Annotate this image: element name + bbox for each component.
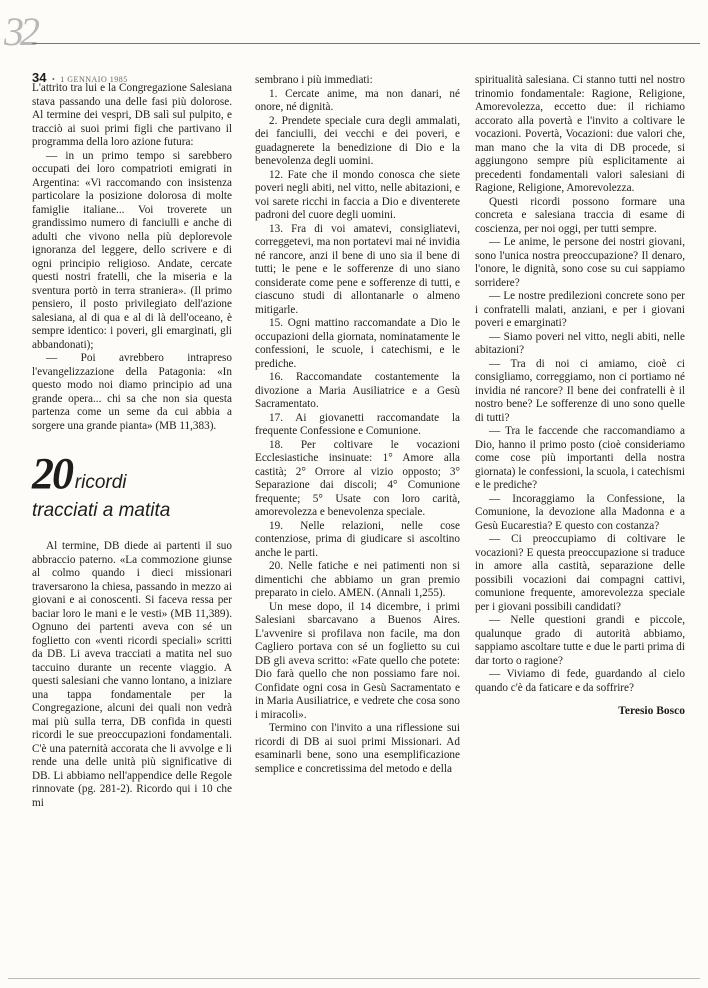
paragraph: Un mese dopo, il 14 dicembre, i primi Salesiani sbarcavano a Buenos Aires. L'avvenire si profilava non facile, ma don Cagliero portava con sé un foglietto su cui DB gli aveva scritto: «Fate quello che potete: Dio farà quello che non possiamo fare noi. Confidate ogni cosa in Gesù Sacramentato e in Maria Ausiliatrice, e vedrete che cosa sono i miracoli». bbox=[255, 600, 460, 721]
paragraph: spiritualità salesiana. Ci stanno tutti nel nostro trinomio fondamentale: Ragione, Religione, Amorevolezza, eccetto due: il richiamo accorato alla povertà e l'invito a coltivare le vocazioni. Povertà, Vocazioni: due valori che, man mano che la vita di DB procede, si aggiungono sempre più esplicitamente ai precedenti fondamentali valori salesiani di Ragione, Religione, Amorevolezza. bbox=[475, 74, 685, 194]
author-signature: Teresio Bosco bbox=[618, 705, 685, 717]
list-item: 19. Nelle relazioni, nelle cose contenziose, prima di giudicare si ascoltino anche le parti. bbox=[255, 519, 460, 559]
issue-date: • 1 GENNAIO 1985 bbox=[49, 75, 128, 84]
list-item: 1. Cercate anime, ma non danari, né onore, né dignità. bbox=[255, 87, 460, 113]
question: — Ci preoccupiamo di coltivare le vocazioni? E questa preoccupazione si traduce in amore alla castità, separazione delle possibili vocazioni dai compagni cattivi, comunione frequente, amorevolezza speciale per i giovani possibili candidati? bbox=[475, 533, 685, 613]
column-1 bbox=[32, 82, 232, 810]
list-item: 17. Ai giovanetti raccomandate la frequente Confessione e Comunione. bbox=[255, 411, 460, 437]
question: — Tra le faccende che raccomandiamo a Dio, hanno il primo posto (cioè consideriamo come cose più importanti della nostra giornata) le confessioni, la scuola, i catechismi e le prediche? bbox=[475, 425, 685, 491]
question: — Nelle questioni grandi e piccole, qualunque grado di autorità abbiamo, sappiamo ascoltare tutte e due le parti prima di dar torto o ragione? bbox=[475, 614, 685, 667]
list-item: 16. Raccomandate costantemente la divozione a Maria Ausiliatrice e a Gesù Sacramentato. bbox=[255, 371, 460, 410]
list-item: 2. Prendete speciale cura degli ammalati, dei fanciulli, dei vecchi e dei poveri, e guadagnerete la benedizione di Dio e la benevolenza degli uomini. bbox=[255, 114, 460, 167]
page-number: 34 bbox=[32, 70, 47, 85]
list-item: 18. Per coltivare le vocazioni Ecclesiastiche insinuate: 1° Amore alla castità; 2° Orrore al vizio opposto; 3° Separazione dai discoli; 4° Comunione frequente; 5° Usate con loro carità, amorevolezza e benevolenza speciale. bbox=[255, 438, 460, 518]
paragraph: Questi ricordi possono formare una concreta e salesiana traccia di esame di coscienza, per noi oggi, per tutti sempre. bbox=[475, 195, 685, 235]
issue-date-text: 1 GENNAIO 1985 bbox=[60, 75, 128, 84]
question: — Siamo poveri nel vitto, negli abiti, nelle abitazioni? bbox=[475, 330, 685, 356]
section-heading bbox=[32, 449, 232, 522]
heading-number: 20 bbox=[32, 449, 72, 498]
question: — Incoraggiamo la Confessione, la Comunione, la devozione alla Madonna e a Gesù Eucarestia? E questo con costanza? bbox=[475, 492, 685, 532]
list-item: 15. Ogni mattino raccomandate a Dio le occupazioni della giornata, nominatamente le confessioni, le scuole, i catechismi, e le prediche. bbox=[255, 317, 460, 370]
corner-mark: 32 bbox=[4, 9, 36, 54]
paragraph: L'attrito tra lui e la Congregazione Salesiana stava passando una delle fasi più dolorose. Al termine dei vespri, DB salì sul pulpito, e tracciò ai suoi primi figli che partivano il programma della loro azione futura: bbox=[32, 82, 232, 148]
paragraph: — Poi avrebbero intrapreso l'evangelizzazione della Patagonia: «In questo modo noi diamo principio ad una grande opera... chi sa che non sia questa partenza come un seme da cui abbia a sorgere una grande pianta» (MB 11,383). bbox=[32, 352, 232, 432]
heading-word: ricordi bbox=[74, 472, 127, 493]
paragraph: — in un primo tempo si sarebbero occupati dei loro compatrioti emigrati in Argentina: «Vi raccomando con insistenza particolare la posizione dolorosa di molte famiglie italiane... Voi troverete un grandissimo numero di fanciulli e anche di adulti che vivono nella più deplorevole ignoranza del leggere, dello scrivere e di ogni principio religioso. Andate, cercate questi nostri fratelli, che la miseria e la sventura portò in terra straniera». (Il primo pensiero, il posto privilegiato dell'azione salesiana, al di qua e al di là dell'oceano, è sempre identico: i poveri, gli emarginati, gli abbandonati); bbox=[32, 149, 232, 351]
list-item: 13. Fra di voi amatevi, consigliatevi, correggetevi, ma non portatevi mai né invidia né rancore, anzi il bene di uno sia il bene di tutti; le pene e le sofferenze di uno siano considerate come pene e sofferenze di tutti, e ciascuno studi di allontanarle o almeno mitigarle. bbox=[255, 222, 460, 316]
column-2 bbox=[255, 74, 460, 776]
paragraph: sembrano i più immediati: bbox=[255, 74, 373, 86]
paragraph: Termino con l'invito a una riflessione sui ricordi di DB ai suoi primi Missionari. Ad esaminarli bene, sono una esemplificazione semplice e concretissima del metodo e della bbox=[255, 722, 460, 775]
top-rule bbox=[32, 43, 700, 44]
column-3 bbox=[475, 74, 685, 719]
heading-subline: tracciati a matita bbox=[32, 500, 171, 521]
paragraph: Al termine, DB diede ai partenti il suo abbraccio paterno. «La commozione giunse al colmo quando i dieci missionari traversarono la chiesa, passando in mezzo ai giovani e ai conoscenti. Si faceva ressa per baciar loro le mani e le vesti» (MB 11,389). Ognuno dei partenti aveva con sé un foglietto con «venti ricordi speciali» scritti da DB. Li aveva tracciati a matita nel suo taccuino durante un recente viaggio. A questi salesiani che vanno lontano, a iniziare una tappa fondamentale per la Congregazione, alcuni dei quali non vedrà mai più sulla terra, DB confida in questi ricordi le sue preoccupazioni fondamentali. C'è una paternità accorata che li avvolge e li rende una delle unità più significative di DB. Li abbiamo nell'appendice delle Regole rinnovate (pg. 281-2). Ricordo qui i 10 che mi bbox=[32, 540, 232, 809]
list-item: 20. Nelle fatiche e nei patimenti non si dimentichi che abbiamo un gran premio preparato in cielo. AMEN. (Annali 1,255). bbox=[255, 560, 460, 599]
question: — Viviamo di fede, guardando al cielo quando c'è da faticare e da soffrire? bbox=[475, 668, 685, 694]
bottom-rule bbox=[8, 978, 700, 979]
question: — Le nostre predilezioni concrete sono per i confratelli malati, anziani, e per i giovani poveri e emarginati? bbox=[475, 290, 685, 329]
question: — Tra di noi ci amiamo, cioè ci consigliamo, correggiamo, non ci portiamo né invidia né rancore? Il bene dei confratelli è il nostro bene? Le sofferenze di uno sono quelle di tutti? bbox=[475, 357, 685, 424]
list-item: 12. Fate che il mondo conosca che siete poveri negli abiti, nel vitto, nelle abitazioni, e voi sarete ricchi in faccia a Dio e diventerete padroni del cuore degli uomini. bbox=[255, 168, 460, 221]
question: — Le anime, le persone dei nostri giovani, sono l'unica nostra preoccupazione? Il denaro, l'onore, le dignità, sono cose su cui sappiamo sorridere? bbox=[475, 236, 685, 289]
